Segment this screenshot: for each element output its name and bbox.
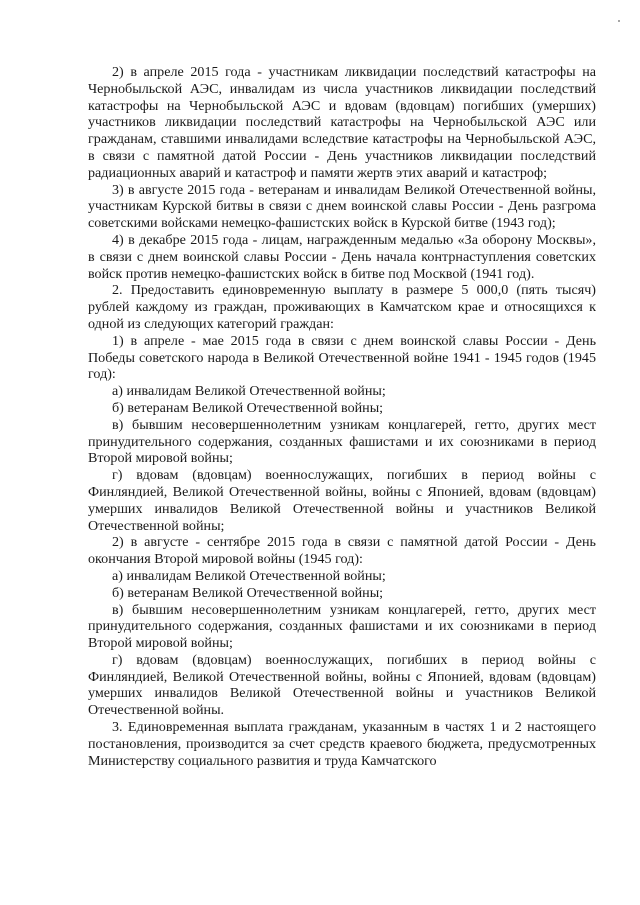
scan-speck xyxy=(618,20,620,22)
paragraph-subitem-v: в) бывшим несовершеннолетним узникам концлагерей, гетто, других мест принудительного содержания, созданных фашистами и их союзниками в период Второй мировой войны; xyxy=(88,416,596,467)
paragraph-subitem-1-april-may: 1) в апреле - мае 2015 года в связи с днем воинской славы России - День Победы советского народа в Великой Отечественной войне 1941 - 1945 годов (1945 год): xyxy=(88,332,596,383)
paragraph-subitem-g: г) вдовам (вдовцам) военнослужащих, погибших в период войны с Финляндией, Великой Отечественной войны, войны с Японией, вдовам (вдовцам) умерших инвалидов Великой Отечественной войны и участников Великой Отечественной войны; xyxy=(88,467,596,534)
paragraph-item-2-april: 2) в апреле 2015 года - участникам ликвидации последствий катастрофы на Чернобыльской АЭС, инвалидам из числа участников ликвидации последствий катастрофы на Чернобыльской АЭС и вдовам (вдовцам) погибших (умерших) участников ликвидации последствий катастрофы на Чернобыльской АЭС или гражданам, ставшими инвалидами вследствие катастрофы на Чернобыльской АЭС, в связи с памятной датой России - День участников ликвидации последствий радиационных аварий и катастроф и памяти жертв этих аварий и катастроф; xyxy=(88,64,596,181)
paragraph-subitem-a: а) инвалидам Великой Отечественной войны; xyxy=(112,383,386,400)
paragraph-section-2: 2. Предоставить единовременную выплату в размере 5 000,0 (пять тысяч) рублей каждому из граждан, проживающих в Камчатском крае и относящихся к одной из следующих категорий граждан: xyxy=(88,282,596,332)
document-body xyxy=(88,64,596,769)
paragraph-section-3: 3. Единовременная выплата гражданам, указанным в частях 1 и 2 настоящего постановления, производится за счет средств краевого бюджета, предусмотренных Министерству социального развития и труда Камчатского xyxy=(88,719,596,769)
paragraph-subitem-b: б) ветеранам Великой Отечественной войны; xyxy=(112,584,384,601)
paragraph-subitem-b: б) ветеранам Великой Отечественной войны; xyxy=(112,399,384,416)
paragraph-subitem-2-august-september: 2) в августе - сентябре 2015 года в связи с памятной датой России - День окончания Второй мировой войны (1945 год): xyxy=(88,534,596,568)
paragraph-subitem-v: в) бывшим несовершеннолетним узникам концлагерей, гетто, других мест принудительного содержания, созданных фашистами и их союзниками в период Второй мировой войны; xyxy=(88,601,596,652)
paragraph-subitem-a: а) инвалидам Великой Отечественной войны; xyxy=(112,567,386,584)
paragraph-item-4-december: 4) в декабре 2015 года - лицам, награжденным медалью «За оборону Москвы», в связи с днем воинской славы России - День начала контрнаступления советских войск против немецко-фашистских войск в битве под Москвой (1941 год). xyxy=(88,231,596,282)
paragraph-subitem-g: г) вдовам (вдовцам) военнослужащих, погибших в период войны с Финляндией, Великой Отечественной войны, войны с Японией, вдовам (вдовцам) умерших инвалидов Великой Отечественной войны и участников Великой Отечественной войны. xyxy=(88,651,596,719)
paragraph-item-3-august: 3) в августе 2015 года - ветеранам и инвалидам Великой Отечественной войны, участникам Курской битвы в связи с днем воинской славы России - День разгрома советскими войсками немецко-фашистских войск в Курской битве (1943 год); xyxy=(88,181,596,232)
